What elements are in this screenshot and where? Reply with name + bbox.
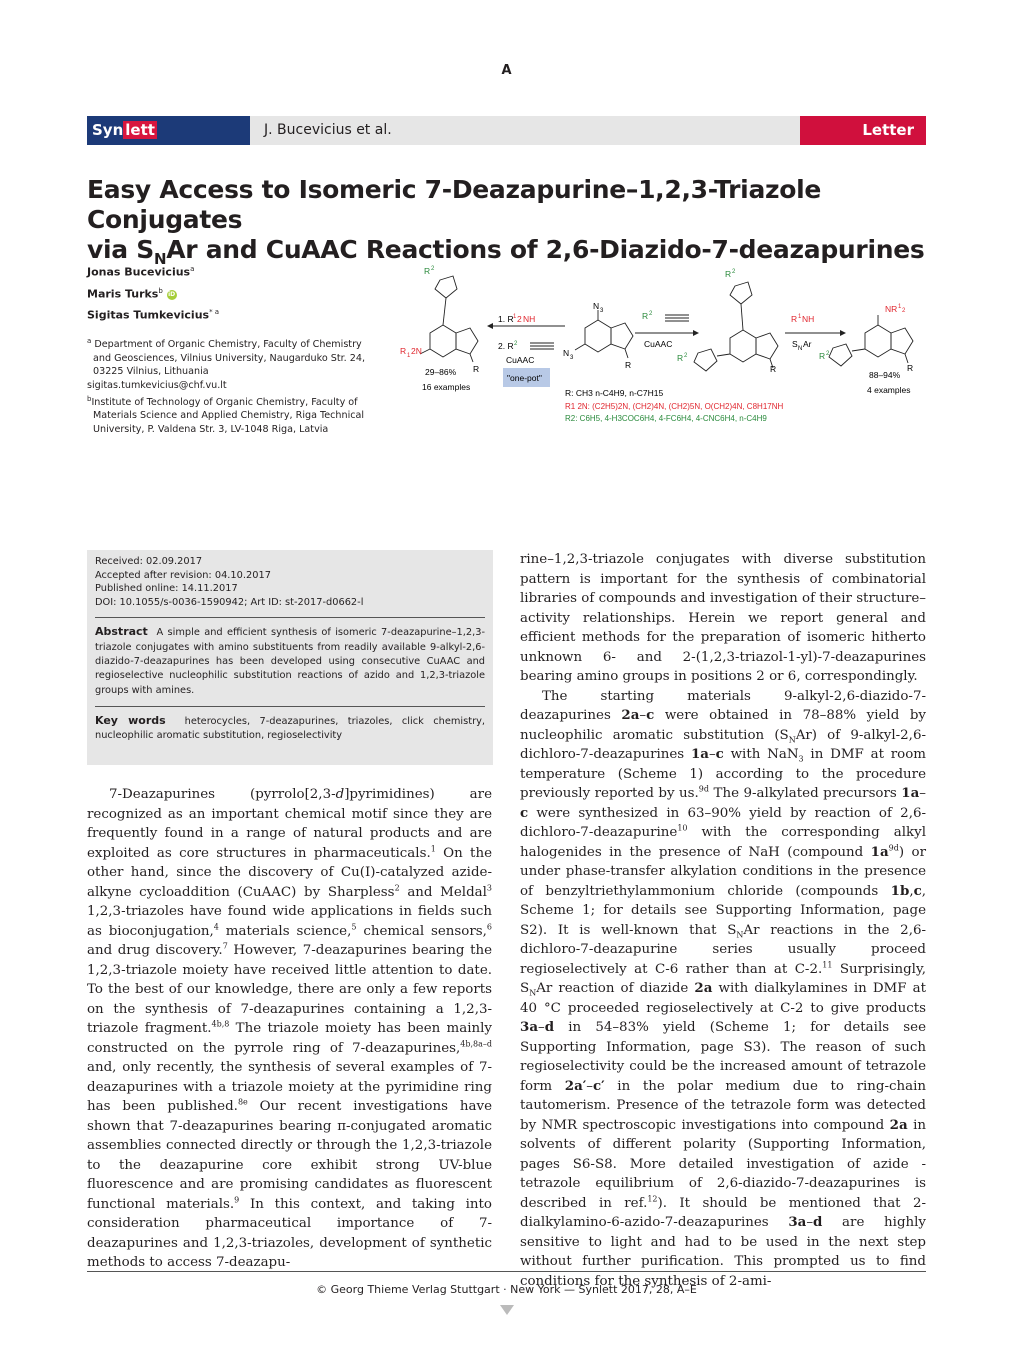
author: Maris Turks$^b$ iD — [87, 286, 176, 301]
svg-text:R: R — [819, 351, 826, 361]
right-examples: 4 examples — [867, 385, 911, 395]
article-title: Easy Access to Isomeric 7-Deazapurine–1,2,3-Triazole Conjugates via $S_NAr$ and CuAAC Reactions of 2,6-Diazido-7-deazapurines — [87, 175, 925, 268]
svg-text:2: 2 — [826, 351, 830, 357]
svg-text:2: 2 — [732, 269, 736, 275]
journal-header — [87, 116, 926, 145]
page-letter: A — [501, 63, 512, 78]
received-date: Received: 02.09.2017 — [95, 556, 203, 567]
svg-text:2: 2 — [431, 266, 435, 272]
right-yield: 88–94% — [869, 370, 901, 380]
svg-text:R: R — [424, 266, 431, 276]
svg-text:2: 2 — [902, 308, 906, 314]
svg-text:NR: NR — [885, 304, 898, 314]
legend-r: R: CH3 n-C4H9, n-C7H15 — [565, 388, 664, 398]
svg-text:1: 1 — [798, 314, 802, 320]
legend-r1: R1 2N: (C2H5)2N, (CH2)4N, (CH2)5N, O(CH2)4N, C8H17NH — [565, 402, 784, 411]
svg-text:2: 2 — [514, 341, 518, 347]
svg-text:R: R — [473, 364, 480, 374]
svg-text:NH: NH — [802, 314, 815, 324]
doi[interactable]: DOI: 10.1055/s-0036-1590942; Art ID: st-2017-d0662-l — [95, 596, 364, 608]
svg-text:R: R — [725, 269, 732, 279]
article-info-box — [87, 550, 493, 765]
svg-text:R: R — [791, 314, 798, 324]
svg-text:N: N — [563, 348, 570, 358]
article-type: Letter — [800, 116, 926, 145]
accepted-date: Accepted after revision: 04.10.2017 — [95, 569, 271, 581]
svg-text:S: S — [792, 339, 798, 349]
svg-text:R: R — [642, 311, 649, 321]
author: Jonas Bucevicius$^a$ — [87, 265, 195, 279]
orcid-icon[interactable]: iD — [168, 291, 176, 299]
keywords: Key words heterocycles, 7-deazapurines, triazoles, click chemistry, nucleophilic aromatic substitution, regioselectivity — [95, 713, 486, 742]
svg-text:R: R — [400, 346, 407, 356]
svg-text:1: 1 — [407, 353, 411, 359]
svg-text:2: 2 — [517, 314, 522, 324]
author: Sigitas Tumkevicius$^{* a}$ — [87, 308, 220, 322]
svg-text:2: 2 — [649, 311, 653, 317]
left-examples: 16 examples — [422, 382, 471, 392]
cuaac-label: CuAAC — [506, 355, 535, 365]
body-column-left: 7-Deazapurines (pyrrolo[2,3-d]pyrimidines) are recognized as an important chemical motif since they are frequently found in a range of natural products and are exploited as core structures in pharmaceuticals.$^1$ On the other hand, since the discovery of Cu(I)-catalyzed azide-alkyne cycloaddition (CuAAC) by Sharpless$^2$ and Meldal$^3$ 1,2,3-triazoles have found wide applications in fields such as bioconjugation,$^4$ materials science,$^5$ chemical sensors,$^6$ and drug discovery.$^7$ However, 7-deazapurines bearing the 1,2,3-triazole moiety have received little attention to date. To the best of our knowledge, there are only a few reports on the synthesis of 7-deazapurines containing a 1,2,3-triazole fragment.$^{4b,8}$ The triazole moiety has been mainly constructed on the pyrrole ring of 7-deazapurines,$^{4b,8a-d}$ and, only recently, the synthesis of several examples of 7-deazapurines with a triazole moiety at the pyrimidine ring has been published.$^{8e}$ Our recent investigations have shown that 7-deazapurines bearing π-conjugated aromatic assemblies connected directly or through the 1,2,3-triazole to the deazapurine core exhibit strong UV-blue fluorescence and are promising candidates as fluorescent functional materials.$^9$ In this context, and taking into consideration pharmaceutical importance of 7-deazapurines and 1,2,3-triazoles, development of synthetic methods to access 7-deazapu- — [87, 787, 493, 1270]
legend-r2: R2: C6H5, 4-H3COC6H4, 4-FC6H4, 4-CNC6H4, n-C4H9 — [565, 414, 767, 423]
svg-text:Ar: Ar — [803, 339, 812, 349]
journal-logo: Syn lett — [87, 116, 250, 145]
svg-text:1: 1 — [898, 304, 902, 310]
svg-text:1. R: 1. R — [498, 314, 514, 324]
svg-text:R: R — [677, 353, 684, 363]
header-authors: J. Bucevicius et al. — [264, 122, 392, 138]
svg-text:3: 3 — [600, 308, 604, 314]
next-page-icon[interactable] — [500, 1305, 514, 1315]
svg-text:2: 2 — [684, 353, 688, 359]
author-block — [87, 260, 367, 437]
svg-text:N: N — [798, 346, 803, 352]
published-date: Published online: 14.11.2017 — [95, 583, 238, 595]
email[interactable]: sigitas.tumkevicius@chf.vu.lt — [87, 379, 227, 391]
svg-text:N: N — [593, 301, 600, 311]
svg-text:R: R — [770, 364, 777, 374]
graphical-abstract-scheme — [395, 258, 935, 438]
affiliation: $^b$Institute of Technology of Organic Chemistry, Faculty of Materials Science and Applied Chemistry, Riga Technical University, P. Valdena Str. 3, LV-1048 Riga, Latvia — [87, 394, 365, 435]
mid-cuaac-label: CuAAC — [644, 339, 673, 349]
svg-text:2. R: 2. R — [498, 341, 514, 351]
affiliation: $^a$ Department of Organic Chemistry, Faculty of Chemistry and Geosciences, Vilnius University, Naugarduko Str. 24, 03225 Vilnius, Lithuania — [87, 336, 366, 378]
svg-text:R: R — [625, 360, 632, 370]
abstract: Abstract A simple and efficient synthesis of isomeric 7-deazapurine–1,2,3-triazole conjugates with amino substituents from readily available 9-alkyl-2,6-diazido-7-deazapurines has been developed using consecutive CuAAC and regioselective nucleophilic substitution reactions of azido and 1,2,3-triazole groups with amines. — [95, 625, 486, 696]
page-footer: © Georg Thieme Verlag Stuttgart · New York — Synlett 2017, 28, A–E — [316, 1283, 697, 1296]
body-column-right: rine–1,2,3-triazole conjugates with diverse substitution pattern is important for the synthesis of combinatorial libraries of compounds and investigation of their structure–activity relationships. Herein we report general and efficient methods for the preparation of isomeric hitherto unknown 6- and 2-(1,2,3-triazol-1-yl)-7-deazapurines bearing amino groups in positions 2 or 6, correspondingly. The starting materials 9-alkyl-2,6-diazido-7-deazapurines 2a–c were obtained in 78–88% yield by nucleophilic aromatic substitution $(S_NAr)$ of 9-alkyl-2,6-dichloro-7-deazapurines 1a–c with NaN$_3$ in DMF at room temperature (Scheme 1) according to the procedure previously reported by us.$^{9d}$ The 9-alkylated precursors 1a–c were synthesized in 63–90% yield by reaction of 2,6-dichloro-7-deazapurine$^{10}$ with the corresponding alkyl halogenides in the presence of NaH (compound $1a^{9d}$) or under phase-transfer alkylation conditions in the presence of benzyltriethylammonium chloride (compounds 1b,c, Scheme 1; for details see Supporting Information, page S2). It is well-known that $S_NAr$ reactions in the 2,6-dichloro-7-deazapurine series usually proceed regioselectively at C-6 rather than at C-2.11 Surprisingly, $S_NAr$ reaction of diazide 2a with dialkylamines in DMF at 40 °C proceeded regioselectively at C-2 to give products 3a–d in 54–83% yield (Scheme 1; for details see Supporting Information, page S3). The reason of such regioselectivity could be the increased amount of tetrazole form 2a′–c′ in the polar medium due to ring-chain tautomerism. Presence of the tetrazole form was detected by NMR spectroscopic investigations into compound 2a in solvents of different polarity (Supporting Information, pages S6-S8. More detailed investigation of azide - tetrazole equilibrium of 2,6-diazido-7-deazapurines is described in ref.$^{12}$). It should be mentioned that 2-dialkylamino-6-azido-7-deazapurines 3a–d are highly sensitive to light and had to be used in the next step without further purification. This prompted us to find conditions for the synthesis of 2-ami- — [520, 552, 927, 1289]
svg-text:R: R — [907, 363, 914, 373]
svg-text:3: 3 — [570, 355, 574, 361]
svg-text:NH: NH — [523, 314, 536, 324]
svg-text:1: 1 — [513, 314, 517, 320]
footer-divider — [87, 1271, 926, 1272]
left-yield: 29–86% — [425, 367, 457, 377]
one-pot-label: "one-pot" — [507, 373, 542, 383]
svg-text:2N: 2N — [411, 346, 422, 356]
